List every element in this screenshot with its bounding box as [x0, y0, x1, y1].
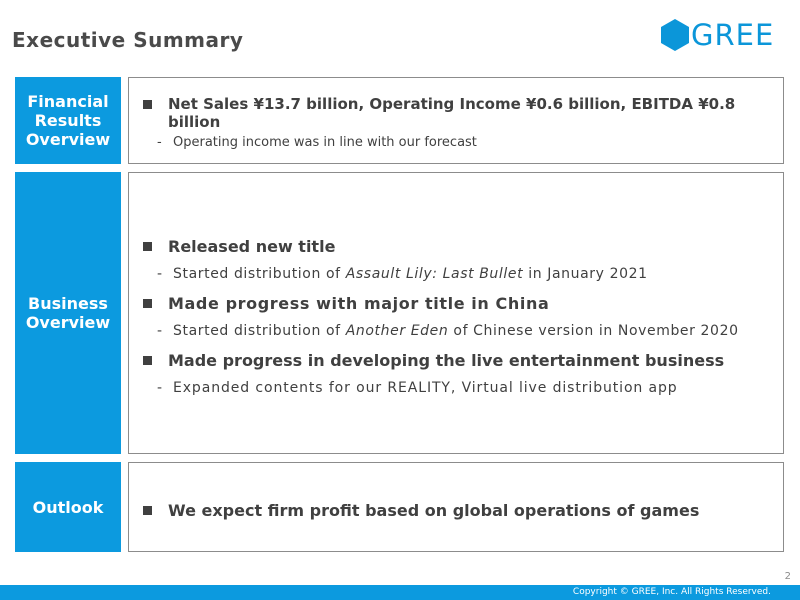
label-line: Overview [25, 130, 111, 149]
bullet-item [143, 294, 549, 314]
financial-results-panel [128, 77, 784, 164]
bullet-item [143, 95, 735, 131]
sub-text: Started distribution of [173, 323, 346, 339]
square-bullet-icon [143, 299, 152, 308]
dash-marker: - [157, 266, 163, 282]
footer-bar [0, 585, 800, 600]
bullet-item [143, 501, 699, 521]
label-line: Results [34, 111, 102, 130]
copyright-text: Copyright © GREE, Inc. All Rights Reserved. [572, 587, 771, 597]
bullet-text: Made progress in developing the live entertainment business [168, 351, 725, 370]
sub-text: Operating income was in line with our forecast [173, 135, 477, 150]
square-bullet-icon [143, 356, 152, 365]
square-bullet-icon [143, 506, 152, 515]
sub-text: of Chinese version in November 2020 [448, 323, 739, 339]
business-overview-panel [128, 172, 784, 454]
bullet-text: Made progress with major title in China [168, 294, 550, 313]
page-title: Executive Summary [12, 28, 244, 52]
game-title: Another Eden [345, 323, 449, 339]
bullet-text: Net Sales ¥13.7 billion, Operating Income ¥0.6 billion, EBITDA ¥0.8 [168, 95, 736, 113]
label-line: Business [28, 294, 108, 313]
sub-item [157, 380, 678, 396]
sub-item [157, 266, 648, 282]
bullet-text: Released new title [168, 237, 336, 256]
game-title: Assault Lily: Last Bullet [345, 266, 524, 282]
sub-text: Expanded contents for our REALITY, Virtual live distribution app [173, 380, 678, 396]
page-number: 2 [784, 571, 791, 582]
dash-marker: - [157, 323, 163, 339]
business-overview-label [15, 172, 121, 454]
label-line: Financial [27, 92, 109, 111]
bullet-item [143, 351, 724, 371]
outlook-panel [128, 462, 784, 552]
financial-results-label [15, 77, 121, 164]
gree-logo [661, 19, 777, 53]
bullet-text: billion [168, 113, 221, 131]
sub-item [157, 323, 739, 339]
square-bullet-icon [143, 100, 152, 109]
bullet-item [143, 237, 335, 257]
dash-marker: - [157, 135, 162, 150]
hexagon-logo-icon [661, 19, 689, 51]
sub-item [157, 135, 477, 150]
label-line: Overview [25, 313, 111, 332]
square-bullet-icon [143, 242, 152, 251]
sub-text: in January 2021 [523, 266, 648, 282]
sub-text: Started distribution of [173, 266, 346, 282]
logo-wordmark: GREE [691, 18, 775, 52]
bullet-text: We expect firm profit based on global operations of games [168, 501, 700, 520]
outlook-label [15, 462, 121, 552]
dash-marker: - [157, 380, 163, 396]
label-line: Outlook [32, 497, 104, 517]
